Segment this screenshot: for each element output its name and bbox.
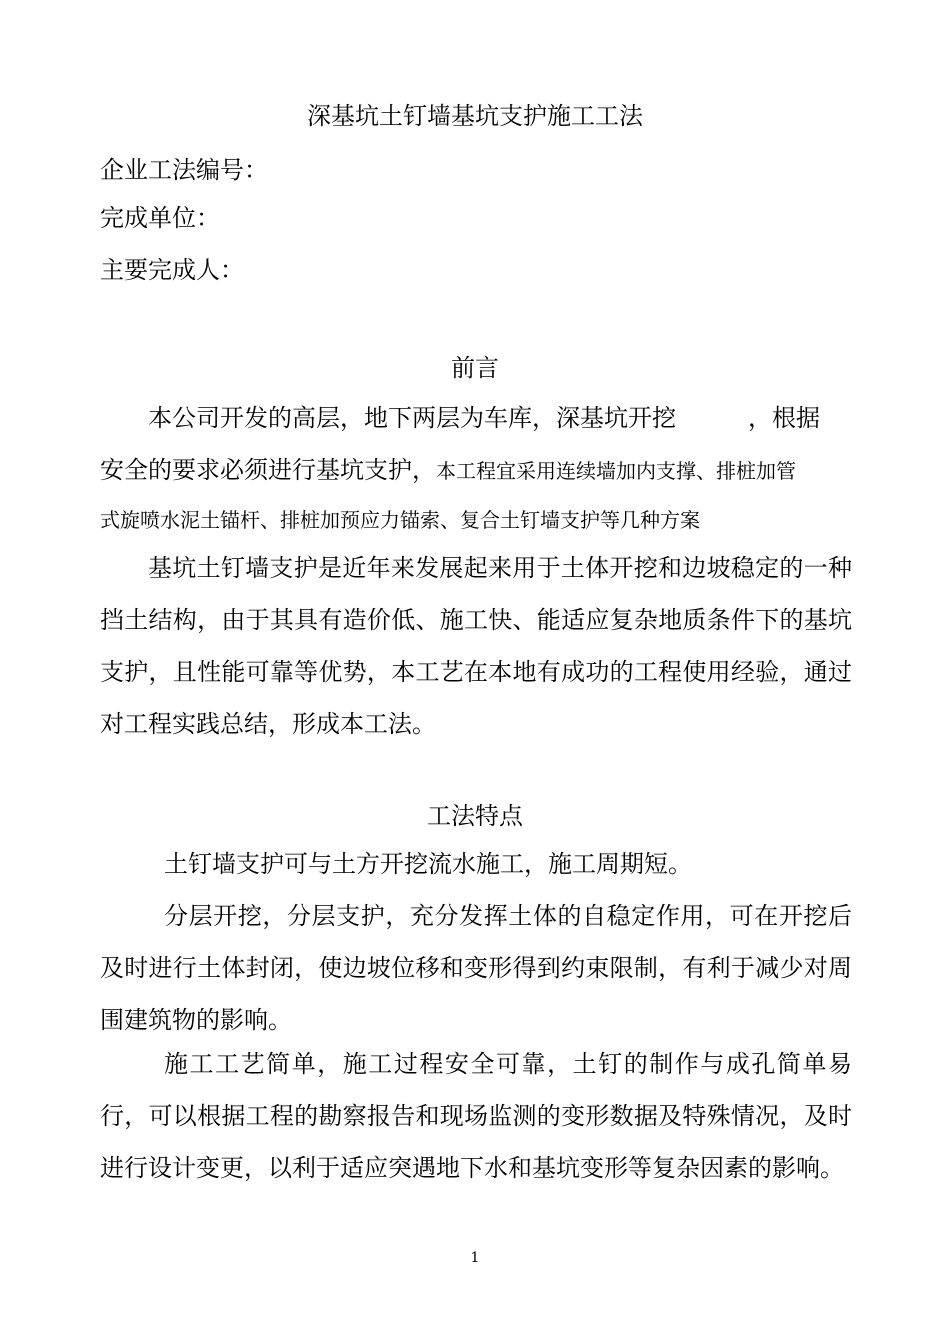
features-heading: 工法特点 <box>427 802 523 830</box>
method-number-label: 企业工法编号： <box>100 156 268 184</box>
preface-paragraph-1-line-2-start: 安全的要求必须进行基坑支护， <box>100 456 436 484</box>
preface-paragraph-2: 基坑土钉墙支护是近年来发展起来用于土体开挖和边坡稳定的一种挡土结构，由于其具有造价低、施工快、能适应复杂地质条件下的基坑支护，且性能可靠等优势，本工艺在本地有成功的工程使用经验，通过对工程实践总结，形成本工法。 <box>100 554 852 738</box>
features-paragraph-2: 分层开挖，分层支护，充分发挥土体的自稳定作用，可在开挖后及时进行土体封闭，使边坡位移和变形得到约束限制，有利于减少对周围建筑物的影响。 <box>100 902 852 1034</box>
preface-heading: 前言 <box>451 354 499 382</box>
features-paragraph-1: 土钉墙支护可与土方开挖流水施工，施工周期短。 <box>164 850 692 878</box>
features-paragraph-3: 施工工艺简单，施工过程安全可靠，土钉的制作与成孔简单易行，可以根据工程的勘察报告和现场监测的变形数据及特殊情况，及时进行设计变更，以利于适应突遇地下水和基坑变形等复杂因素的影响。 <box>100 1050 852 1182</box>
preface-paragraph-1-line-1: 本公司开发的高层，地下两层为车库，深基坑开挖 ，根据 <box>148 404 820 432</box>
preface-paragraph-1-line-3: 式旋喷水泥土锚杆、排桩加预应力锚索、复合土钉墙支护等几种方案 <box>100 508 700 532</box>
page-number: 1 <box>470 1250 480 1266</box>
preface-paragraph-1-line-2-end: 本工程宜采用连续墙加内支撑、排桩加管 <box>436 459 796 483</box>
author-label: 主要完成人： <box>100 256 244 284</box>
unit-label: 完成单位： <box>100 204 220 232</box>
preface-paragraph-1-line-2 <box>100 444 852 497</box>
document-title: 深基坑土钉墙基坑支护施工工法 <box>307 102 643 130</box>
